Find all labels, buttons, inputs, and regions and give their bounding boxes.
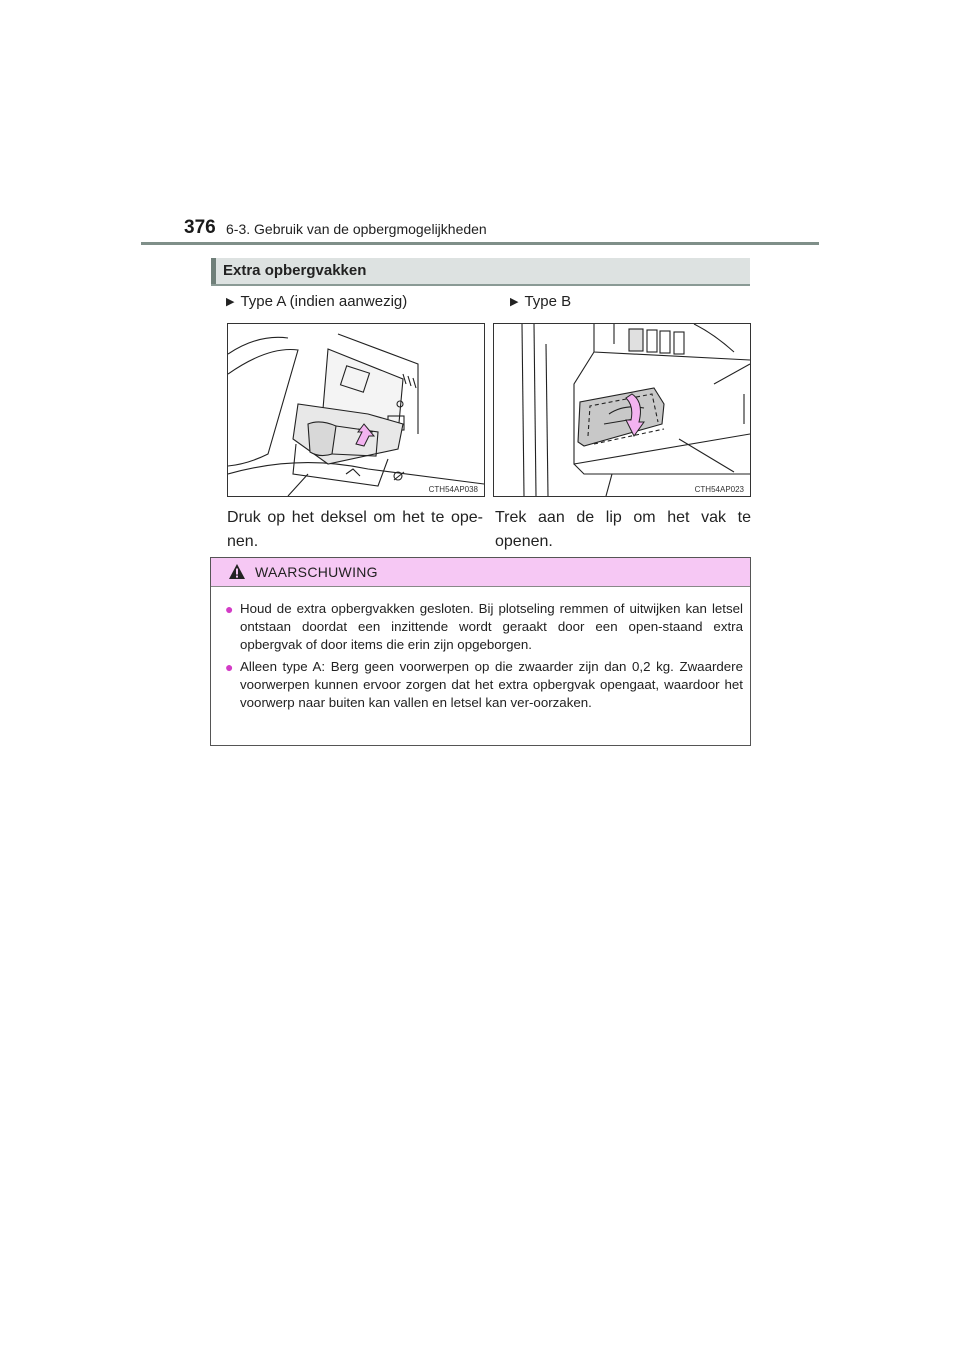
warning-item — [225, 600, 743, 654]
side-pocket-illustration — [494, 324, 750, 496]
triangle-right-icon: ▶ — [510, 296, 519, 308]
bullet-icon: ● — [225, 659, 234, 675]
header-rule — [141, 242, 819, 245]
caption-type-b: Trek aan de lip om het vak te openen. — [495, 509, 751, 550]
section-accent — [211, 258, 216, 284]
page-number: 376 — [184, 217, 216, 238]
type-b-label — [510, 293, 571, 310]
warning-triangle-icon — [228, 563, 246, 580]
warning-title: WAARSCHUWING — [255, 564, 378, 580]
bullet-icon: ● — [225, 601, 234, 617]
warning-item-text: Alleen type A: Berg geen voorwerpen op die zwaarder zijn dan 0,2 kg. Zwaardere voorwerpen kunnen ervoor zorgen dat het extra opbergvak opengaat, waardoor het voorwerp naar buiten kan vallen en letsel kan ver-oorzaken. — [240, 659, 743, 710]
warning-header — [211, 558, 750, 587]
triangle-right-icon: ▶ — [226, 296, 235, 308]
overhead-console-illustration — [228, 324, 484, 496]
section-header — [211, 258, 750, 286]
type-a-label — [226, 293, 407, 310]
figure-type-b — [493, 323, 751, 497]
caption-type-a: Druk op het deksel om het te ope-nen. — [227, 509, 483, 550]
section-title: Extra opbergvakken — [223, 262, 367, 279]
warning-box — [210, 557, 751, 746]
type-a-label-text: Type A (indien aanwezig) — [240, 293, 408, 310]
type-b-label-text: Type B — [524, 293, 572, 310]
figure-type-a-code: CTH54AP038 — [428, 485, 478, 494]
warning-item — [225, 658, 743, 712]
warning-item-text: Houd de extra opbergvakken gesloten. Bij plotseling remmen of uitwijken kan letsel ontstaan doordat een inzittende wordt geraakt door een open-staand extra opbergvak of door items die erin zijn opgeborgen. — [240, 601, 743, 652]
figure-type-a — [227, 323, 485, 497]
chapter-title: 6-3. Gebruik van de opbergmogelijkheden — [226, 221, 487, 237]
figure-type-b-code: CTH54AP023 — [694, 485, 744, 494]
